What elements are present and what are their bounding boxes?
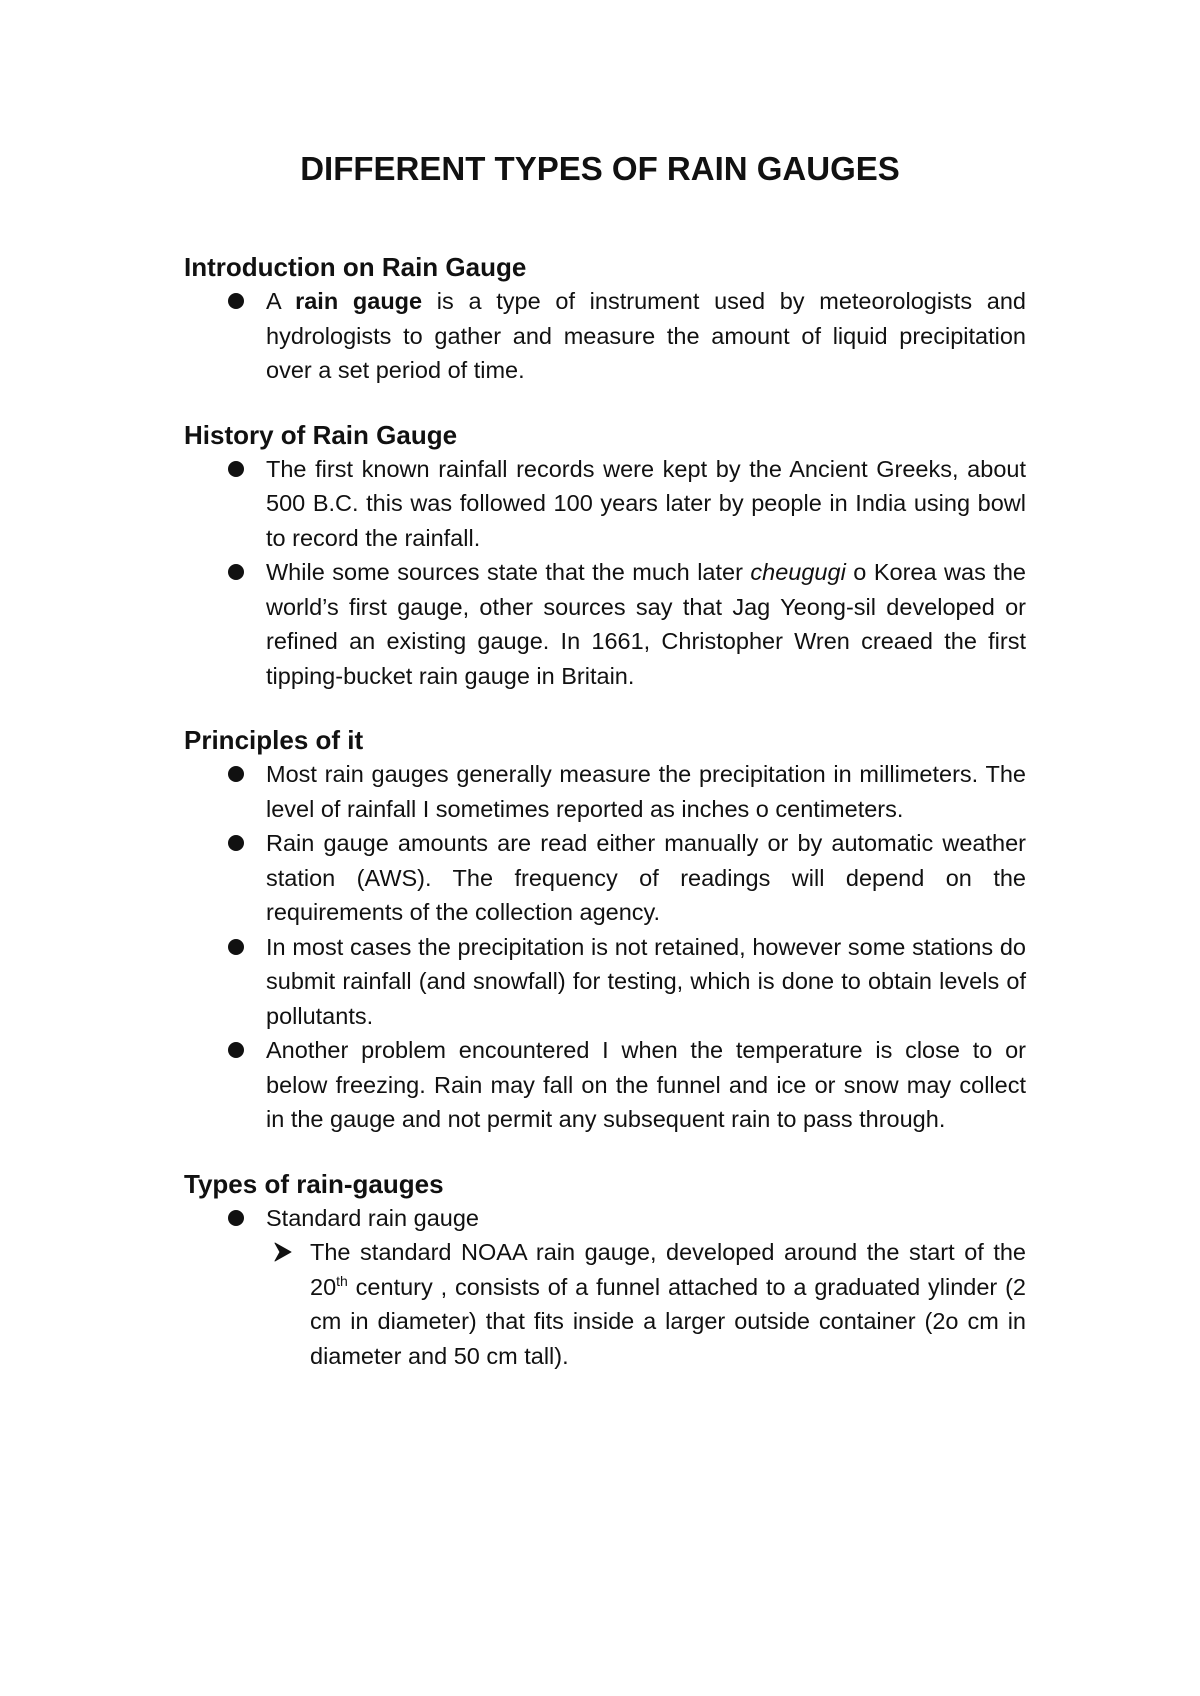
italic-term: cheugugi	[750, 559, 846, 585]
section-introduction	[184, 250, 1026, 388]
bullet-icon	[228, 564, 244, 580]
bullet-text: The first known rainfall records were kept by the Ancient Greeks, about 500 B.C. this was followed 100 years later by people in India using bowl to record the rainfall.	[266, 455, 1026, 551]
section-heading: Principles of it	[184, 725, 364, 755]
bullet-icon	[228, 939, 244, 955]
arrowhead-bullet-icon	[272, 1235, 294, 1269]
bullet-list	[184, 1201, 1026, 1236]
bullet-icon	[228, 835, 244, 851]
section-types	[184, 1167, 1026, 1374]
bullet-icon	[228, 1210, 244, 1226]
list-item	[184, 1033, 1026, 1137]
document-body	[184, 250, 1026, 1403]
list-item	[184, 284, 1026, 388]
bullet-text: Standard rain gauge	[266, 1204, 479, 1231]
bullet-text: In most cases the precipitation is not retained, however some stations do submit rainfall (and snowfall) for testing, which is done to obtain levels of pollutants.	[266, 933, 1026, 1029]
bullet-text: o Korea was the world’s first gauge, other sources say that Jag Yeong-sil developed or refined an existing gauge. In 1661, Christopher Wren creaed the first tipping-bucket rain gauge in Britain.	[266, 559, 1026, 689]
bullet-text: is a type of instrument used by meteorologists and hydrologists to gather and measure the amount of liquid precipitation over a set period of time.	[266, 288, 1026, 383]
bullet-text-prefix: A	[266, 288, 296, 314]
list-item	[184, 452, 1026, 556]
bullet-icon	[228, 461, 244, 477]
list-item	[184, 826, 1026, 930]
list-item	[184, 757, 1026, 826]
sub-bullet-text: century , consists of a funnel attached to a graduated ylinder (2 cm in diameter) that fits inside a larger outside container (2o cm in diameter and 50 cm tall).	[310, 1273, 1026, 1369]
sub-bullet-text-prefix: The standard NOAA rain gauge, developed around the start of the 20	[310, 1239, 1026, 1300]
bullet-text-prefix: While some sources state that the much later	[266, 559, 751, 585]
list-item	[184, 1201, 1026, 1236]
bullet-icon	[228, 293, 244, 309]
section-history	[184, 418, 1026, 694]
superscript: th	[336, 1272, 348, 1289]
sub-bullet-list	[184, 1235, 1026, 1373]
section-heading: History of Rain Gauge	[184, 419, 458, 450]
bullet-list	[184, 757, 1026, 1137]
bold-term: rain gauge	[295, 288, 423, 314]
list-item	[184, 555, 1026, 693]
bullet-text: Another problem encountered I when the temperature is close to or below freezing. Rain may fall on the funnel and ice or snow may collect in the gauge and not permit any subsequent rain to pass through.	[266, 1037, 1026, 1132]
bullet-text: Most rain gauges generally measure the precipitation in millimeters. The level of rainfall I sometimes reported as inches o centimeters.	[266, 761, 1026, 822]
list-item	[184, 930, 1026, 1034]
bullet-list	[184, 452, 1026, 694]
section-principles	[184, 723, 1026, 1137]
bullet-list	[184, 284, 1026, 388]
bullet-icon	[228, 1042, 244, 1058]
section-heading: Types of rain-gauges	[184, 1168, 444, 1199]
bullet-text: Rain gauge amounts are read either manually or by automatic weather station (AWS). The frequency of readings will depend on the requirements of the collection agency.	[266, 830, 1026, 925]
sub-list-item	[184, 1235, 1026, 1373]
bullet-icon	[228, 766, 244, 782]
section-heading: Introduction on Rain Gauge	[184, 252, 527, 282]
document-title: DIFFERENT TYPES OF RAIN GAUGES	[300, 150, 900, 187]
